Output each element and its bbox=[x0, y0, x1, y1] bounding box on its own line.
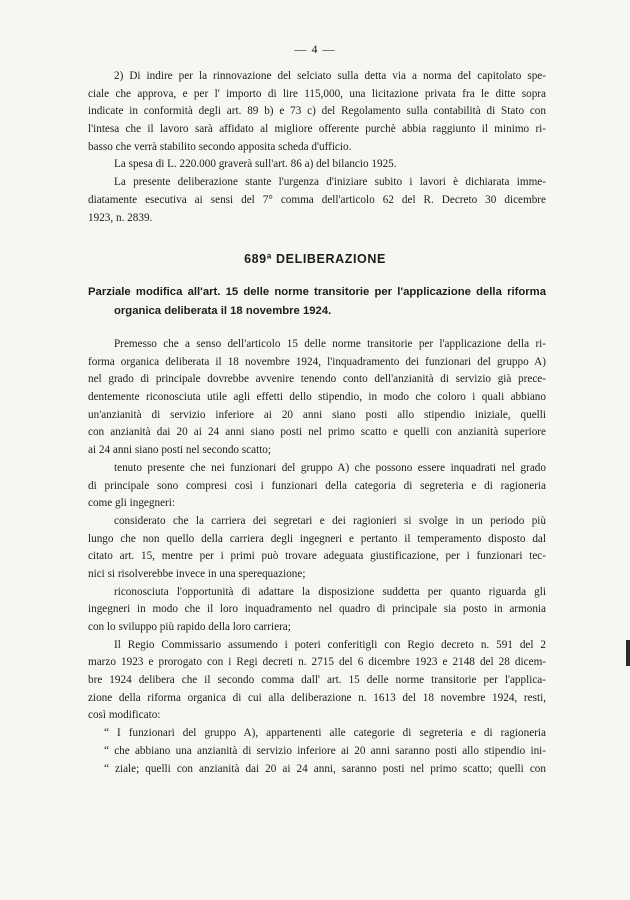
text-line: La spesa di L. 220.000 graverà sull'art. 86 a) del bilancio 1925. bbox=[114, 158, 397, 171]
text-line: l'intesa che il lavoro sarà affidato al migliore offerente purchè abbia raggiunto il minimo ri- bbox=[88, 123, 546, 136]
text-line: La presente deliberazione stante l'urgenza d'iniziare subito i lavori è dichiarata imme- bbox=[114, 176, 546, 189]
text-line: considerato che la carriera dei segretari e dei ragionieri si svolge in un periodo più bbox=[114, 514, 546, 527]
page-number: — 4 — bbox=[294, 42, 336, 56]
text-line: di principale sono compresi così i funzionari della categoria di segreteria e di ragioneria bbox=[88, 479, 546, 492]
subject-line: Parziale modifica all'art. 15 delle norme transitorie per l'applicazione della riforma bbox=[88, 286, 546, 298]
previous-deliberation-block bbox=[88, 68, 546, 227]
text-line: un'anzianità di servizio inferiore ai 20 anni siano posti allo stipendio iniziale, quelli bbox=[88, 408, 546, 421]
text-line: tenuto presente che nei funzionari del gruppo A) che possono essere inquadrati nel grado bbox=[114, 461, 546, 474]
text-line: nel grado di principale dovrebbe avvenire tenendo conto dell'anzianità di servizio già prece- bbox=[88, 373, 546, 386]
text-line: citato art. 15, mentre per i primi può trovare adeguata giustificazione, per i funzionari tec- bbox=[88, 550, 546, 563]
deliberation-subject bbox=[88, 283, 546, 321]
text-line: ciale che approva, e per l' importo di lire 115,000, una licitazione privata fra le ditte sopra bbox=[88, 87, 546, 100]
text-line: così modificato: bbox=[88, 709, 161, 722]
quoted-line: “ che abbiano una anzianità di servizio inferiore ai 20 anni saranno posti allo stipendio ini- bbox=[104, 744, 546, 757]
text-line: ingegneri in modo che il loro inquadramento nel quadro di principale sia posto in armonia bbox=[88, 603, 546, 616]
text-line: con anzianità dai 20 ai 24 anni siano posti nel primo scatto e quelli con anzianità superiore bbox=[88, 426, 546, 439]
deliberation-body bbox=[88, 336, 546, 778]
text-line: Premesso che a senso dell'articolo 15 delle norme transitorie per l'applicazione della ri- bbox=[114, 338, 546, 350]
scan-edge-mark bbox=[626, 640, 630, 666]
text-line: marzo 1923 e prorogato con i Regi decreti n. 2715 del 6 dicembre 1923 e 2148 del 28 dicem- bbox=[88, 656, 546, 669]
deliberation-heading: 689ª DELIBERAZIONE bbox=[244, 252, 386, 266]
text-line: dentemente riconosciuta utile agli effetti dello stipendio, in modo che coloro i quali abbiano bbox=[88, 391, 546, 404]
quoted-line: “ ziale; quelli con anzianità dai 20 ai 24 anni, saranno posti nel primo scatto; quelli con bbox=[104, 762, 546, 775]
text-line: con lo sviluppo più rapido della loro carriera; bbox=[88, 621, 291, 633]
quoted-line: “ I funzionari del gruppo A), appartenenti alle categorie di segreteria e di ragioneria bbox=[104, 727, 546, 740]
text-line: lungo che non quello della carriera degli ingegneri e pertanto il temperamento disposto dal bbox=[88, 532, 546, 545]
text-line: ai 24 anni siano posti nel secondo scatto; bbox=[88, 444, 272, 457]
text-line: nici si risolverebbe invece in una sperequazione; bbox=[88, 567, 306, 580]
text-line: 1923, n. 2839. bbox=[88, 211, 153, 224]
text-line: forma organica deliberata il 18 novembre 1924, l'inquadramento dei funzionari del gruppo A) bbox=[88, 355, 546, 368]
text-line: bre 1924 delibera che il secondo comma dall' art. 15 delle norme transitorie per l'applica- bbox=[88, 674, 546, 687]
text-line: riconosciuta l'opportunità di adattare la disposizione suddetta per quanto riguarda gli bbox=[114, 585, 546, 598]
text-line: diatamente esecutiva ai sensi del 7° comma dell'articolo 62 del R. Decreto 30 dicembre bbox=[88, 193, 546, 206]
text-line: 2) Di indire per la rinnovazione del selciato sulla detta via a norma del capitolato spe- bbox=[114, 70, 546, 82]
subject-line: organica deliberata il 18 novembre 1924. bbox=[114, 305, 332, 317]
text-line: indicate in conformità degli art. 89 b) e 73 c) del Regolamento sulla contabilità di Stato con bbox=[88, 105, 546, 118]
text-line: basso che verrà stabilito secondo apposita scheda d'ufficio. bbox=[88, 140, 352, 153]
text-line: zione della riforma organica di cui alla deliberazione n. 1613 del 18 novembre 1924, resti, bbox=[88, 691, 546, 704]
text-line: come gli ingegneri: bbox=[88, 497, 175, 510]
text-line: Il Regio Commissario assumendo i poteri conferitigli con Regio decreto n. 591 del 2 bbox=[114, 638, 546, 651]
